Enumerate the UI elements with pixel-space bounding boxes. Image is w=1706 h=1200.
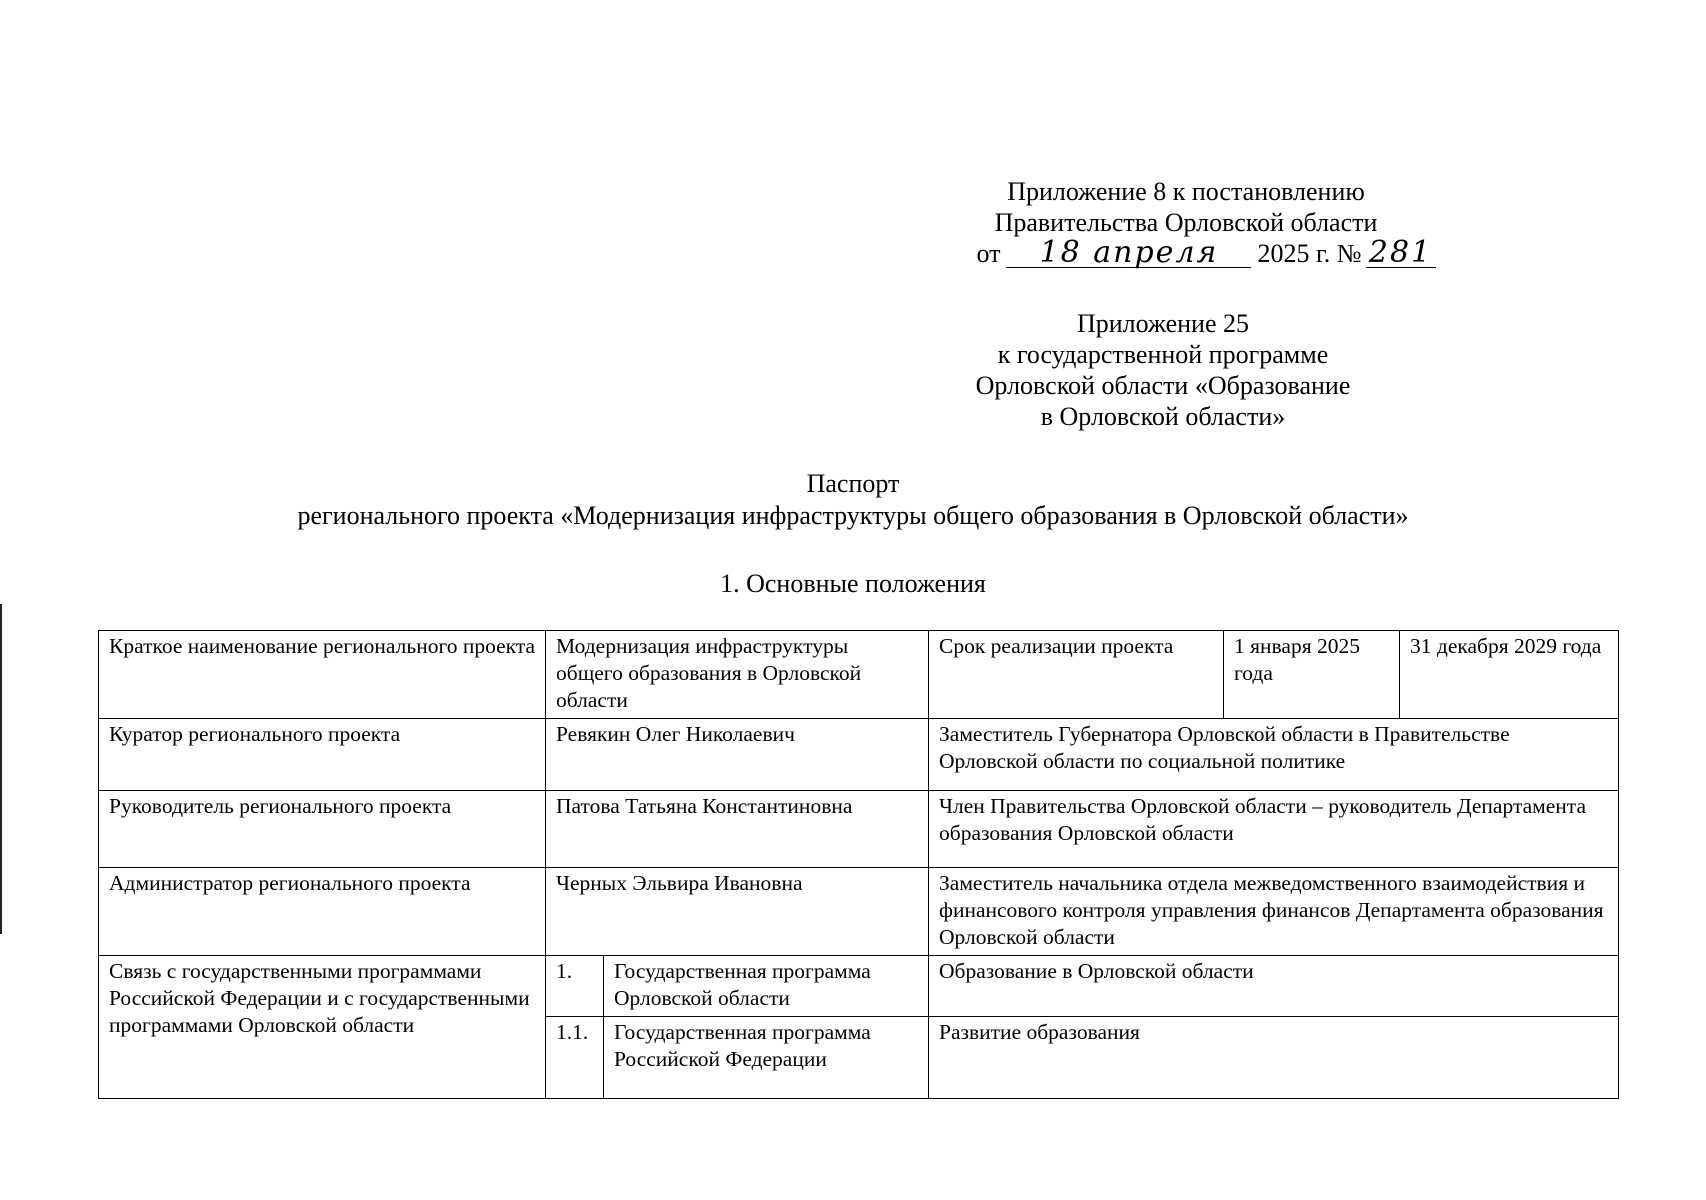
appendix-line-2: к государственной программе	[997, 340, 1329, 369]
passport-table	[98, 630, 1619, 1099]
title-line-2: регионального проекта «Модернизация инфраструктуры общего образования в Орловской области»	[297, 501, 1409, 530]
administrator-position: Заместитель начальника отдела межведомственного взаимодействия и финансового контроля управления финансов Департамента образования Орловской области	[929, 868, 1619, 956]
from-label: от	[976, 239, 1001, 268]
passport-title	[0, 468, 1706, 532]
row-label: Краткое наименование регионального проекта	[99, 631, 546, 719]
appendix-header	[933, 308, 1393, 432]
head-name: Патова Татьяна Константиновна	[546, 791, 929, 868]
appendix-line-4: в Орловской области»	[1040, 402, 1286, 431]
term-end-date: 31 декабря 2029 года	[1400, 631, 1619, 719]
header-line-2: Правительства Орловской области	[994, 208, 1378, 237]
row-label: Куратор регионального проекта	[99, 719, 546, 791]
program-number: 1.1.	[546, 1017, 604, 1099]
year-number-label: 2025 г. №	[1257, 239, 1362, 268]
project-short-name: Модернизация инфраструктуры общего образования в Орловской области	[546, 631, 929, 719]
row-label: Администратор регионального проекта	[99, 868, 546, 956]
appendix-line-1: Приложение 25	[1076, 309, 1250, 338]
term-label: Срок реализации проекта	[929, 631, 1224, 719]
row-label: Связь с государственными программами Российской Федерации и с государственными программами Орловской области	[99, 956, 546, 1099]
resolution-header	[956, 176, 1433, 270]
scan-edge-mark	[0, 604, 2, 934]
table-row	[99, 719, 1619, 791]
curator-position: Заместитель Губернатора Орловской области в Правительстве Орловской области по социальной политике	[929, 719, 1619, 791]
term-start-date: 1 января 2025 года	[1224, 631, 1400, 719]
program-name: Образование в Орловской области	[929, 956, 1619, 1017]
table-row	[99, 868, 1619, 956]
table-row	[99, 631, 1619, 719]
curator-name: Ревякин Олег Николаевич	[546, 719, 929, 791]
appendix-line-3: Орловской области «Образование	[975, 371, 1351, 400]
title-line-1: Паспорт	[806, 469, 900, 498]
row-label: Руководитель регионального проекта	[99, 791, 546, 868]
program-type: Государственная программа Российской Федерации	[604, 1017, 929, 1099]
head-position: Член Правительства Орловской области – руководитель Департамента образования Орловской области	[929, 791, 1619, 868]
header-line-1: Приложение 8 к постановлению	[1007, 177, 1365, 206]
program-name: Развитие образования	[929, 1017, 1619, 1099]
program-number: 1.	[546, 956, 604, 1017]
administrator-name: Черных Эльвира Ивановна	[546, 868, 929, 956]
handwritten-date: 18 апреля	[1006, 239, 1251, 268]
table-row	[99, 791, 1619, 868]
section-heading: 1. Основные положения	[720, 569, 986, 598]
table-row	[99, 956, 1619, 1017]
handwritten-number: 281	[1366, 239, 1436, 268]
order-date-line	[956, 235, 1456, 270]
program-type: Государственная программа Орловской области	[604, 956, 929, 1017]
